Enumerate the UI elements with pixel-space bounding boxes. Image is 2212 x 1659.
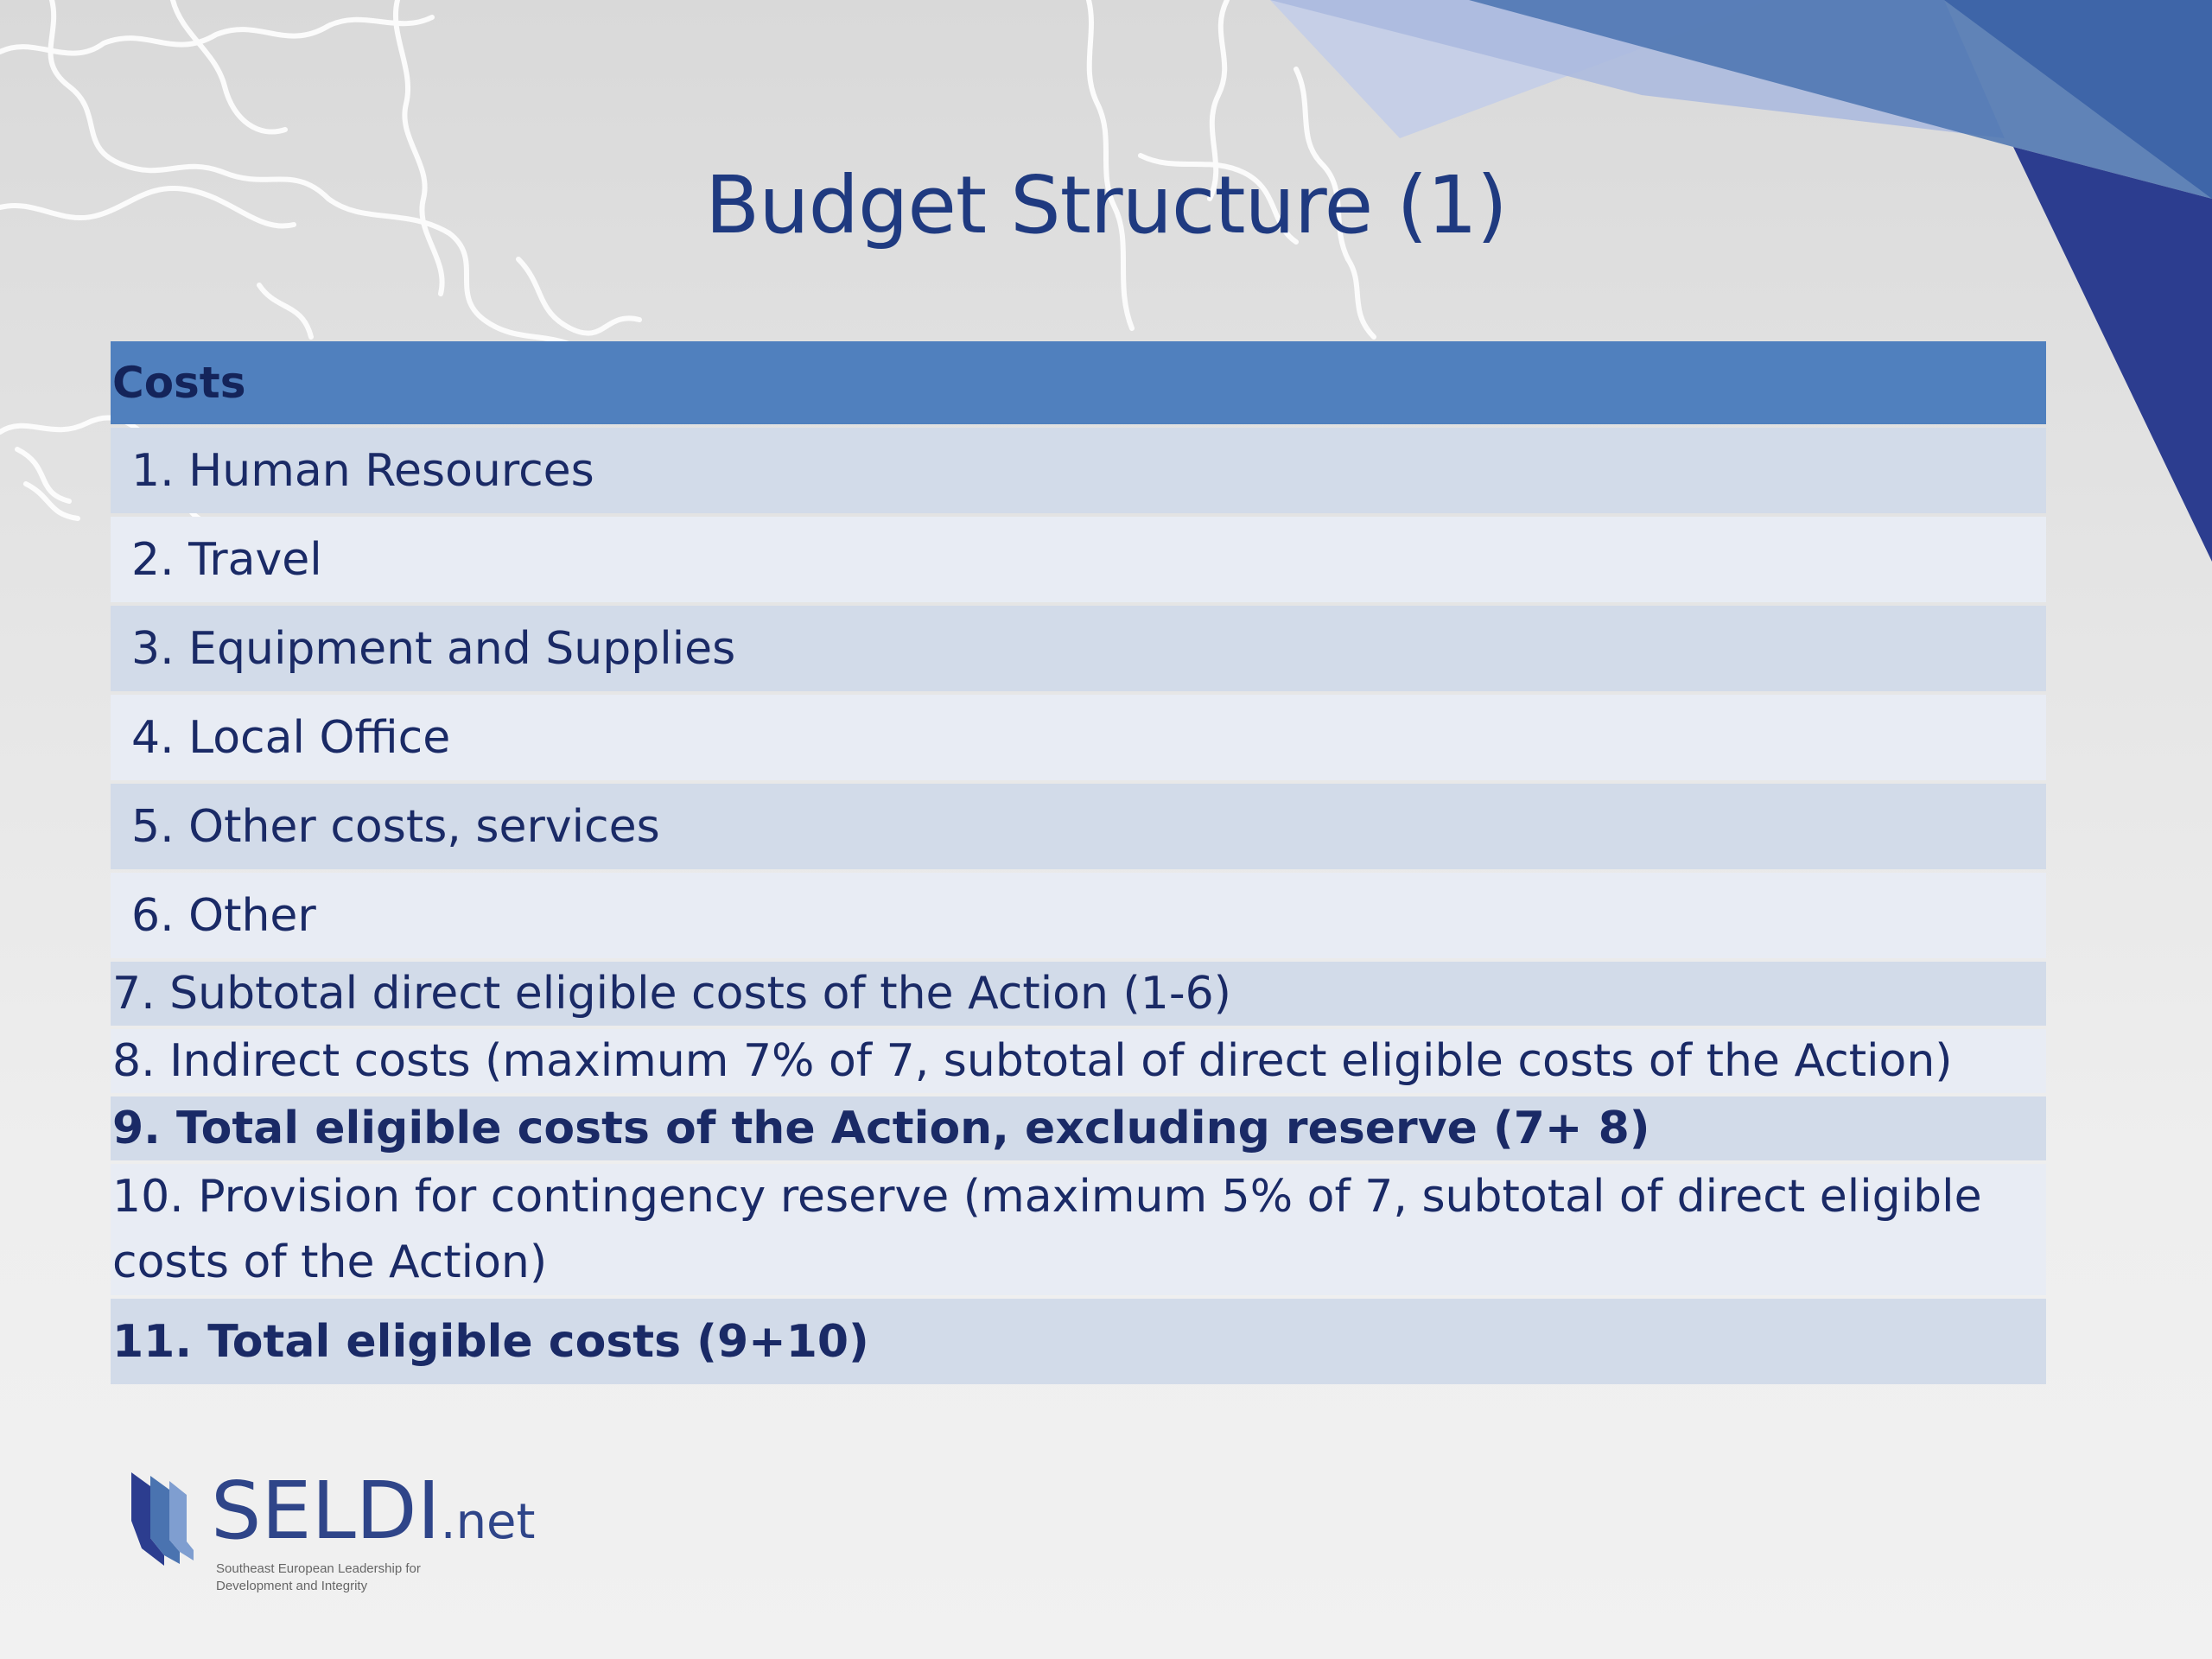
table-row [111, 1029, 2046, 1093]
table-header-costs: Costs [111, 341, 2046, 424]
logo-brand-name: SELDI [211, 1465, 441, 1557]
budget-table [111, 338, 2046, 1388]
row-total-excluding-reserve: 9. Total eligible costs of the Action, excluding reserve (7+ 8) [111, 1096, 2046, 1160]
row-human-resources: 1. Human Resources [111, 428, 2046, 513]
row-equipment-supplies: 3. Equipment and Supplies [111, 606, 2046, 691]
table-header-row [111, 341, 2046, 424]
table-row [111, 1164, 2046, 1295]
row-indirect-costs: 8. Indirect costs (maximum 7% of 7, subtotal of direct eligible costs of the Action) [111, 1029, 2046, 1093]
seldi-logo [130, 1465, 544, 1607]
table-row [111, 428, 2046, 513]
row-subtotal-direct: 7. Subtotal direct eligible costs of the Action (1-6) [111, 962, 2046, 1026]
table-row [111, 1096, 2046, 1160]
table-row [111, 784, 2046, 869]
seldi-logo-icon [130, 1469, 200, 1569]
row-travel: 2. Travel [111, 517, 2046, 602]
table-row [111, 962, 2046, 1026]
row-other-costs-services: 5. Other costs, services [111, 784, 2046, 869]
table-row [111, 517, 2046, 602]
logo-tagline: Southeast European Leadership for Development and Integrity [216, 1561, 421, 1593]
table-row [111, 873, 2046, 958]
table-row [111, 695, 2046, 780]
row-contingency-reserve: 10. Provision for contingency reserve (maximum 5% of 7, subtotal of direct eligible costs of the Action) [111, 1164, 2046, 1295]
logo-brand-suffix: .net [440, 1494, 536, 1550]
slide-title: Budget Structure (1) [705, 159, 1507, 251]
table-row [111, 606, 2046, 691]
table-row [111, 1299, 2046, 1384]
row-other: 6. Other [111, 873, 2046, 958]
row-local-office: 4. Local Office [111, 695, 2046, 780]
row-total-eligible: 11. Total eligible costs (9+10) [111, 1299, 2046, 1384]
